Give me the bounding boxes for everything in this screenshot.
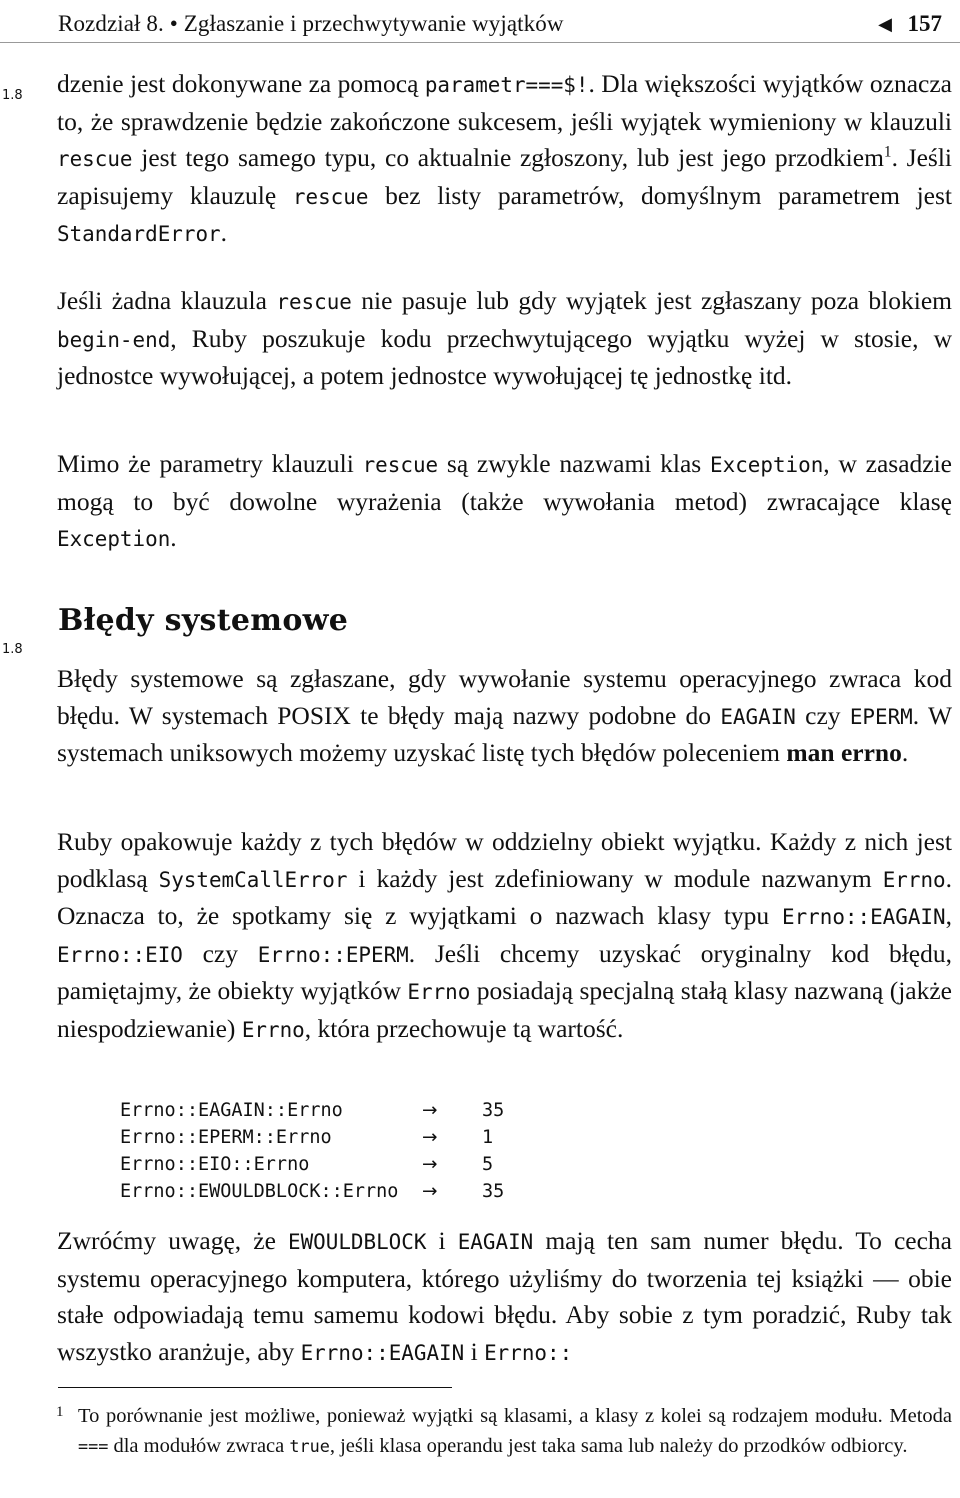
- inline-code: EPERM: [849, 704, 913, 729]
- paragraph: Jeśli żadna klauzula rescue nie pasuje lub gdy wyjątek jest zgłaszany poza blokiem begin-end, Ruby poszukuje kodu przechwytującego wyjątku wyżej w stosie, w jednostce wywołującej, a potem jednostce wywołującej tę jednostkę itd.: [57, 286, 952, 390]
- code-example: [120, 1097, 540, 1205]
- footnote-text: To porównanie jest możliwe, ponieważ wyjątki są klasami, a klasy z kolei są rodzajem modułu. Metoda === dla modułów zwraca true, jeśli klasa operandu jest taka sama lub należy do przodków odbiorcy.: [78, 1405, 952, 1457]
- inline-code: rescue: [276, 290, 352, 314]
- inline-code: EAGAIN: [720, 704, 796, 729]
- inline-code: Errno: [882, 867, 946, 892]
- inline-code: Errno: [241, 1017, 305, 1042]
- paragraph: Zwróćmy uwagę, że EWOULDBLOCK i EAGAIN mają ten sam numer błędu. To cecha systemu operacyjnego komputera, którego użyliśmy do tworzenia tej książki — obie stałe odpowiadają temu samemu kodowi błędu. Aby sobie z tym poradzić, Ruby tak wszystko aranżuje, aby Errno::EAGAIN i Errno::: [57, 1226, 952, 1366]
- code-result: 35: [482, 1100, 505, 1121]
- footnote-mark: 1: [56, 1404, 64, 1420]
- inline-code: Errno::EIO: [57, 942, 183, 967]
- code-expression: Errno::EPERM::Errno: [120, 1127, 332, 1148]
- code-row: [120, 1151, 540, 1178]
- inline-code: Exception: [710, 453, 824, 477]
- footnote-divider: [58, 1387, 452, 1388]
- chapter-title: Rozdział 8. • Zgłaszanie i przechwytywanie wyjątków: [58, 11, 564, 36]
- code-row: [120, 1124, 540, 1151]
- inline-code: parametr===$!: [424, 73, 589, 97]
- header-divider: [0, 42, 960, 43]
- inline-code: Errno::EAGAIN: [781, 905, 946, 929]
- code-result: 1: [482, 1127, 494, 1148]
- paragraph: Ruby opakowuje każdy z tych błędów w oddzielny obiekt wyjątku. Każdy z nich jest podklasą SystemCallError i każdy jest zdefiniowany w module nazwanym Errno. Oznacza to, że spotkamy się z wyjątkami o nazwach klasy typu Errno::EAGAIN, Errno::EIO czy Errno::EPERM. Jeśli chcemy uzyskać oryginalny kod błędu, pamiętajmy, że obiekty wyjątków Errno posiadają specjalną stałą klasy nazwaną (jakże niespodziewanie) Errno, która przechowuje tą wartość.: [57, 827, 952, 1043]
- footnote: [58, 1402, 952, 1461]
- code-result: 5: [482, 1154, 494, 1175]
- inline-code: Errno: [407, 980, 471, 1004]
- running-header: [58, 6, 950, 42]
- inline-code: StandardError: [57, 222, 221, 246]
- page-number: 157: [907, 11, 942, 36]
- code-row: [120, 1097, 540, 1124]
- code-row: [120, 1178, 540, 1205]
- code-expression: Errno::EAGAIN::Errno: [120, 1100, 343, 1121]
- arrow-icon: →: [422, 1127, 438, 1148]
- code-expression: Errno::EIO::Errno: [120, 1154, 310, 1175]
- arrow-icon: →: [422, 1100, 438, 1121]
- code-expression: Errno::EWOULDBLOCK::Errno: [120, 1181, 399, 1202]
- inline-code: SystemCallError: [158, 867, 348, 892]
- inline-code: rescue: [57, 147, 133, 171]
- section-heading: Błędy systemowe: [58, 603, 349, 638]
- inline-code: begin-end: [57, 327, 171, 352]
- margin-version-note: 1.8: [2, 88, 23, 103]
- triangle-left-icon: ◀: [878, 14, 892, 34]
- inline-code: rescue: [292, 184, 369, 209]
- command-text: man errno: [786, 738, 902, 767]
- paragraph: dzenie jest dokonywane za pomocą parametr===$!. Dla większości wyjątków oznacza to, że sprawdzenie będzie zakończone sukcesem, jeśli wyjątek wymieniony w klauzuli rescue jest tego samego typu, co aktualnie zgłoszony, lub jest jego przodkiem$^1$. Jeśli zapisujemy klauzulę rescue bez listy parametrów, domyślnym parametrem jest StandardError.: [57, 69, 953, 247]
- paragraph: Mimo że parametry klauzuli rescue są zwykle nazwami klas Exception, w zasadzie mogą to być dowolne wyrażenia (także wywołania metod) zwracające klasę Exception.: [57, 449, 952, 552]
- footnote-reference: 1: [883, 143, 892, 161]
- code-result: 35: [482, 1181, 505, 1202]
- inline-code: Errno::EPERM: [257, 942, 409, 967]
- inline-code: true: [289, 1435, 330, 1456]
- arrow-icon: →: [422, 1154, 438, 1175]
- arrow-icon: →: [422, 1181, 438, 1202]
- inline-code: Exception: [57, 527, 171, 551]
- inline-code: EAGAIN: [457, 1230, 534, 1254]
- inline-code: Errno::EAGAIN: [300, 1340, 465, 1365]
- inline-code: ===: [78, 1435, 109, 1456]
- margin-version-note: 1.8: [2, 642, 23, 657]
- paragraph: Błędy systemowe są zgłaszane, gdy wywołanie systemu operacyjnego zwraca kod błędu. W systemach POSIX te błędy mają nazwy podobne do EAGAIN czy EPERM. W systemach uniksowych możemy uzyskać listę tych błędów poleceniem man errno.: [57, 664, 953, 767]
- inline-code: EWOULDBLOCK: [287, 1230, 427, 1254]
- inline-code: rescue: [362, 453, 439, 477]
- inline-code: Errno::: [484, 1340, 573, 1365]
